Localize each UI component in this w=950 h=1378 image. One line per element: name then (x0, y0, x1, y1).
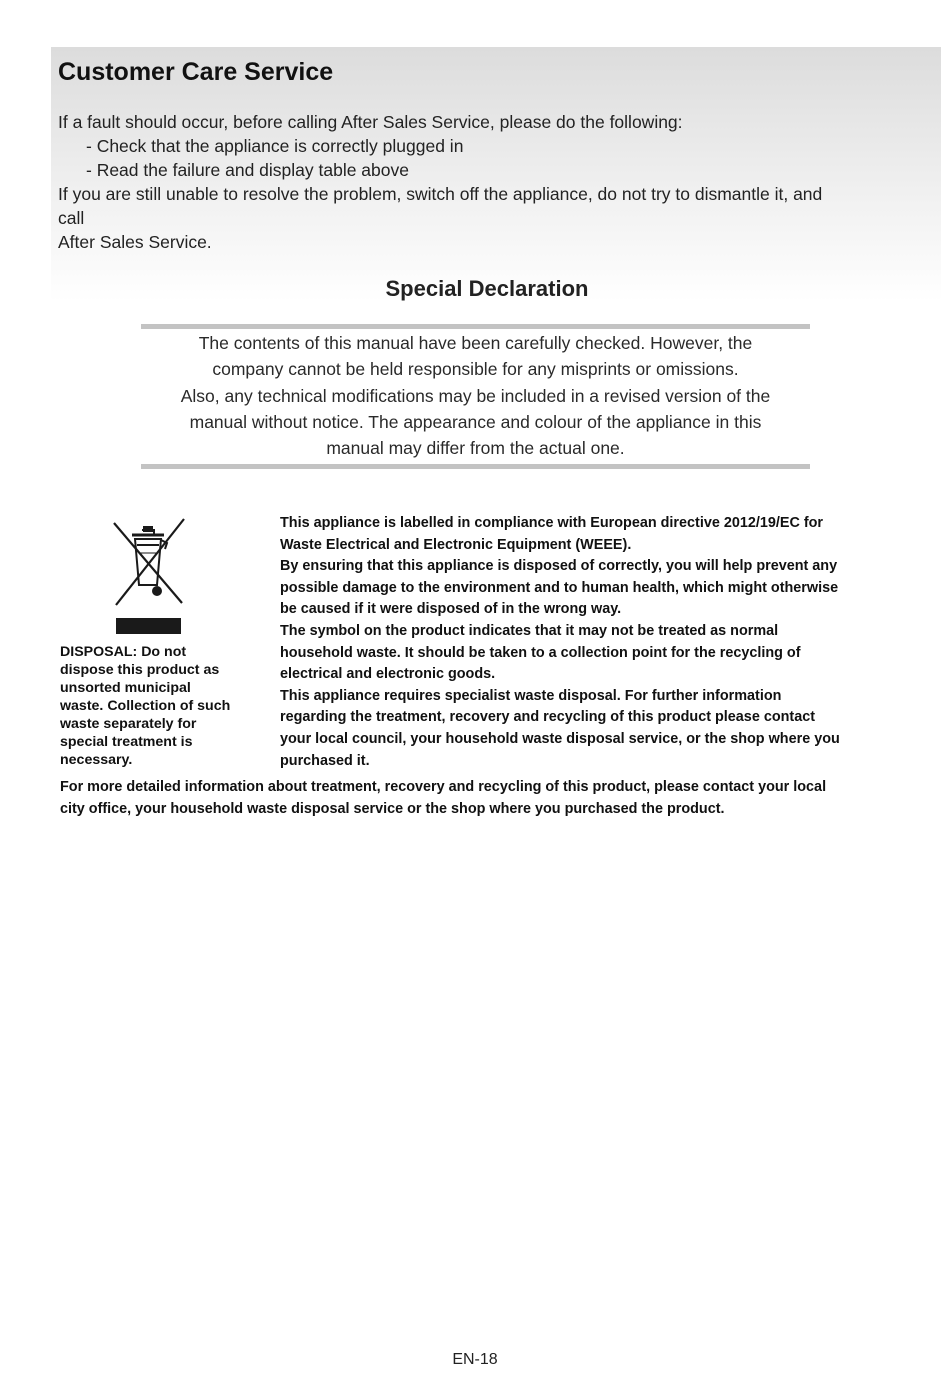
declaration-top-rule (141, 324, 810, 329)
weee-line: purchased it. (280, 752, 370, 769)
weee-compliance-text (280, 513, 920, 772)
care-line: If you are still unable to resolve the problem, switch off the appliance, do not try to dismantle it, and (58, 184, 823, 204)
weee-line: By ensuring that this appliance is disposed of correctly, you will help prevent any (280, 558, 838, 575)
more-info-line: For more detailed information about treatment, recovery and recycling of this product, please contact your local (60, 779, 827, 795)
declaration-line: manual without notice. The appearance and colour of the appliance in this (189, 411, 762, 432)
declaration-line: The contents of this manual have been carefully checked. However, the (198, 333, 753, 353)
customer-care-title: Customer Care Service (58, 58, 334, 86)
weee-line: The symbol on the product indicates that it may not be treated as normal (280, 622, 779, 639)
declaration-line: manual may differ from the actual one. (326, 438, 625, 459)
disposal-line: special treatment is (60, 734, 193, 750)
care-step-read-table: - Read the failure and display table above (86, 160, 409, 180)
weee-line: regarding the treatment, recovery and recycling of this product please contact (280, 709, 815, 726)
disposal-line: unsorted municipal (60, 680, 191, 696)
disposal-line: necessary. (60, 752, 133, 768)
more-info-line: city office, your household waste disposal service or the shop where you purchased the product. (60, 800, 725, 817)
care-step-check-plug: - Check that the appliance is correctly plugged in (86, 136, 464, 156)
care-line: After Sales Service. (58, 232, 212, 252)
care-line: If a fault should occur, before calling After Sales Service, please do the following: (58, 112, 683, 132)
care-line: call (58, 208, 85, 228)
declaration-line: Also, any technical modifications may be included in a revised version of the (180, 385, 771, 406)
declaration-line: company cannot be held responsible for any misprints or omissions. (212, 359, 739, 380)
special-declaration-title: Special Declaration (385, 276, 589, 301)
weee-line: be caused if it were disposed of in the wrong way. (280, 601, 622, 618)
disposal-line: waste separately for (60, 716, 197, 732)
weee-line: Waste Electrical and Electronic Equipment (WEEE). (280, 536, 632, 553)
weee-line: possible damage to the environment and to human health, which might otherwise (280, 579, 839, 596)
disposal-line: waste. Collection of such (60, 698, 231, 714)
special-declaration-text (141, 330, 810, 461)
disposal-note (60, 643, 260, 769)
weee-line: This appliance requires specialist waste disposal. For further information (280, 687, 782, 704)
weee-line: your local council, your household waste disposal service, or the shop where you (280, 730, 840, 747)
more-information-text (60, 777, 930, 820)
disposal-line: DISPOSAL: Do not (60, 644, 187, 660)
weee-line: This appliance is labelled in compliance with European directive 2012/19/EC for (280, 515, 824, 531)
crossed-out-wheelie-bin-icon (104, 513, 192, 635)
page-number: EN-18 (452, 1351, 498, 1368)
weee-line: electrical and electronic goods. (280, 666, 496, 683)
customer-care-text (58, 110, 918, 254)
declaration-bottom-rule (141, 464, 810, 469)
weee-line: household waste. It should be taken to a collection point for the recycling of (280, 644, 801, 661)
disposal-line: dispose this product as (60, 662, 220, 678)
